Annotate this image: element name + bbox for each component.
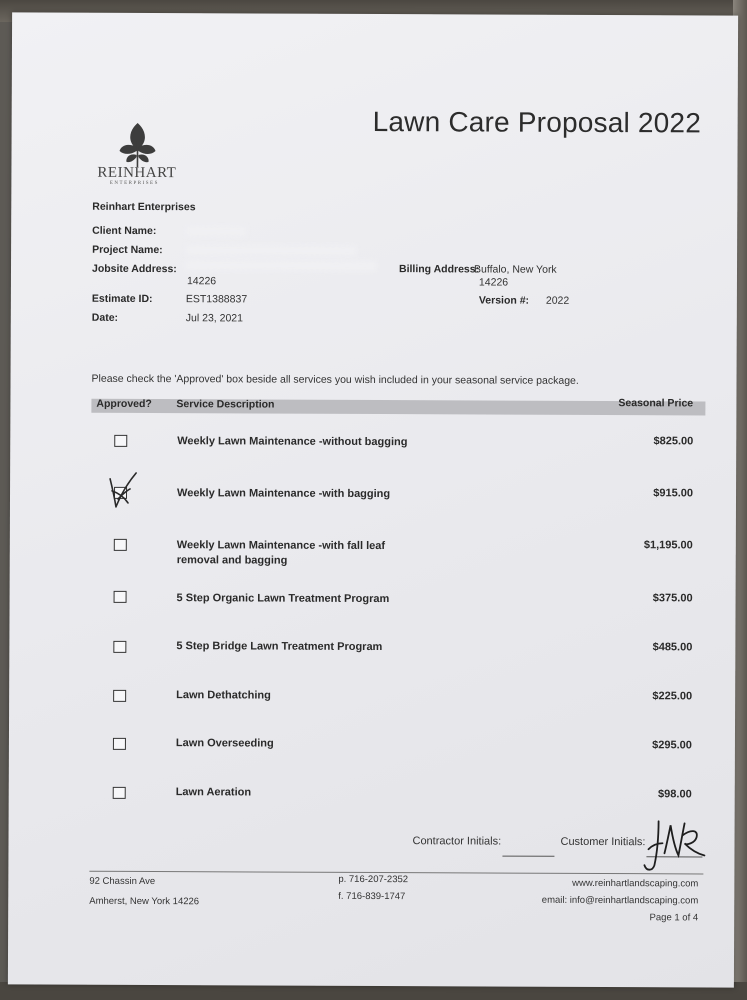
jobsite-address-redacted	[186, 260, 376, 271]
service-price: $915.00	[653, 487, 694, 500]
footer-fax: f. 716-839-1747	[338, 890, 406, 903]
approve-checkbox[interactable]	[114, 435, 127, 447]
client-name-redacted	[186, 226, 246, 236]
header-approved: Approved?	[96, 397, 152, 411]
jobsite-address-label: Jobsite Address:	[91, 262, 177, 276]
customer-initials-label: Customer Initials:	[560, 835, 646, 849]
handwritten-check-icon	[104, 469, 142, 513]
customer-signature-icon	[638, 815, 708, 877]
billing-address-label: Billing Address:	[398, 263, 480, 276]
version-label: Version #:	[478, 294, 530, 307]
footer-city: Amherst, New York 14226	[89, 895, 200, 908]
page-title: Lawn Care Proposal 2022	[372, 105, 702, 139]
approve-checkbox[interactable]	[113, 787, 126, 799]
estimate-id-value: EST1388837	[185, 293, 248, 306]
footer-street: 92 Chassin Ave	[89, 875, 156, 888]
company-name: Reinhart Enterprises	[92, 200, 196, 214]
page-number: Page 1 of 4	[649, 912, 699, 924]
service-price: $1,195.00	[643, 539, 693, 552]
proposal-page	[8, 12, 738, 987]
logo-wordmark: REINHART	[97, 164, 177, 182]
service-price: $225.00	[652, 690, 693, 703]
service-description: Weekly Lawn Maintenance -with fall leaf removal and bagging	[176, 539, 386, 567]
contractor-initials-line[interactable]	[502, 856, 554, 857]
logo-subtitle: ENTERPRISES	[109, 180, 159, 187]
service-price: $825.00	[653, 435, 694, 448]
service-price: $375.00	[652, 592, 693, 605]
approve-checkbox[interactable]	[113, 738, 126, 750]
service-price: $485.00	[652, 641, 693, 654]
approve-checkbox[interactable]	[114, 591, 127, 603]
service-price: $98.00	[658, 788, 692, 801]
billing-address-line1: Buffalo, New York	[473, 263, 557, 276]
service-price: $295.00	[652, 739, 692, 752]
jobsite-zip: 14226	[186, 275, 217, 288]
service-description: Lawn Dethatching	[176, 689, 271, 702]
approve-checkbox[interactable]	[113, 690, 126, 702]
instructions-text: Please check the 'Approved' box beside all services you wish included in your seasonal service package.	[91, 372, 579, 387]
contractor-initials-label: Contractor Initials:	[412, 835, 502, 848]
project-name-redacted	[186, 245, 356, 256]
service-description: Lawn Aeration	[175, 786, 252, 799]
approve-checkbox[interactable]	[113, 641, 126, 653]
header-service-description: Service Description	[176, 398, 275, 411]
footer-email[interactable]: email: info@reinhartlandscaping.com	[541, 894, 699, 907]
service-description: Weekly Lawn Maintenance -without bagging	[177, 435, 408, 449]
date-label: Date:	[91, 311, 119, 324]
date-value: Jul 23, 2021	[185, 312, 244, 325]
footer-website[interactable]: www.reinhartlandscaping.com	[572, 877, 699, 890]
version-value: 2022	[545, 294, 570, 307]
approve-checkbox[interactable]	[114, 539, 127, 551]
service-description: Weekly Lawn Maintenance -with bagging	[177, 487, 391, 501]
project-name-label: Project Name:	[92, 243, 163, 257]
service-description: 5 Step Organic Lawn Treatment Program	[176, 592, 390, 606]
estimate-id-label: Estimate ID:	[91, 292, 153, 306]
client-name-label: Client Name:	[92, 224, 157, 238]
service-description: 5 Step Bridge Lawn Treatment Program	[176, 640, 383, 654]
billing-address-line2: 14226	[478, 276, 509, 289]
header-seasonal-price: Seasonal Price	[618, 397, 694, 410]
footer-phone: p. 716-207-2352	[338, 873, 409, 886]
service-description: Lawn Overseeding	[175, 737, 274, 750]
